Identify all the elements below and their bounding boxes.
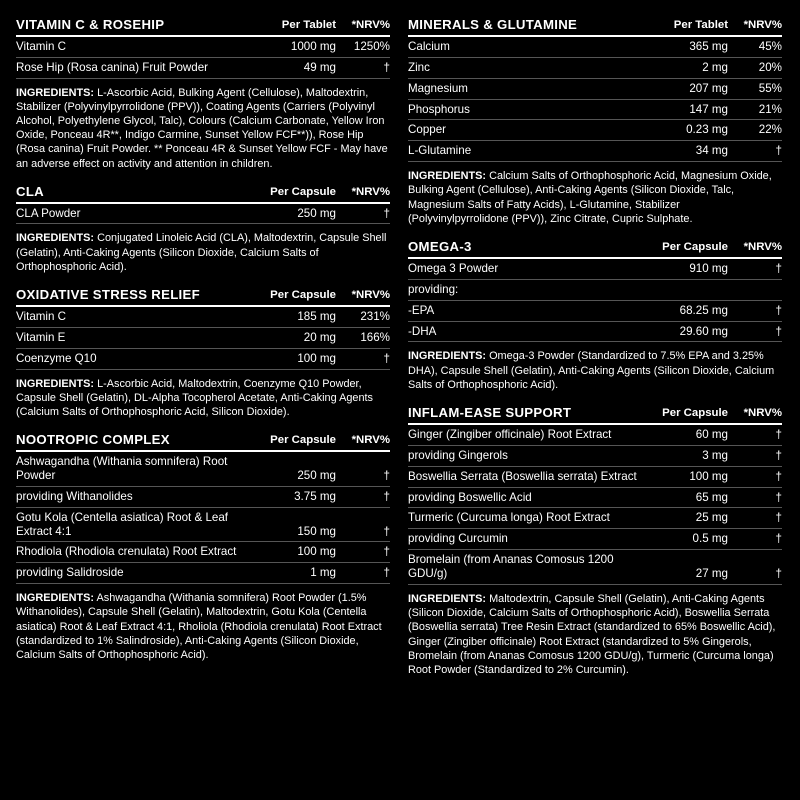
row-name: Zinc <box>408 57 652 78</box>
table-row <box>408 141 782 162</box>
row-name: -DHA <box>408 321 652 342</box>
table-row <box>408 37 782 57</box>
column-header-nrv: *NRV% <box>351 18 390 31</box>
ingredients-label: INGREDIENTS: <box>16 232 95 245</box>
row-amount: 68.25 mg <box>652 300 728 321</box>
ingredients-body: Ashwagandha (Withania somnifera) Root Powder (1.5% Withanolides), Capsule Shell (Gelatin), Maltodextrin, Gotu Kola (Centella asiatica) Root & Leaf Extract 4:1, Rholiola (Rhodiola crenulata) Root Extract (standardized to 1% Salindroside), Anti-Caking Agents (Silicon Dioxide, Calcium Salts of Orthophosphoric Acid). <box>16 592 382 661</box>
row-name: Coenzyme Q10 <box>16 348 260 369</box>
row-name: Gotu Kola (Centella asiatica) Root & Leaf Extract 4:1 <box>16 507 260 542</box>
panel-title: MINERALS & GLUTAMINE <box>408 17 578 32</box>
row-amount: 3 mg <box>652 445 728 466</box>
row-name: Magnesium <box>408 78 652 99</box>
row-amount: 1 mg <box>260 563 336 584</box>
row-amount: 100 mg <box>260 348 336 369</box>
row-amount: 100 mg <box>260 542 336 563</box>
row-nrv: † <box>728 550 782 585</box>
row-amount: 65 mg <box>652 487 728 508</box>
column-header-amount: Per Tablet <box>281 18 336 31</box>
nutrition-panel <box>408 18 782 238</box>
ingredients-text <box>16 377 390 420</box>
row-nrv <box>728 279 782 300</box>
row-name: providing Curcumin <box>408 529 652 550</box>
table-row <box>16 307 390 327</box>
row-nrv: 21% <box>728 99 782 120</box>
row-name: L-Glutamine <box>408 141 652 162</box>
nutrition-panel <box>408 406 782 689</box>
table-row <box>408 99 782 120</box>
row-amount: 100 mg <box>652 466 728 487</box>
row-amount: 0.23 mg <box>652 120 728 141</box>
row-amount: 1000 mg <box>260 37 336 57</box>
row-name: Omega 3 Powder <box>408 259 652 279</box>
row-amount: 250 mg <box>260 452 336 486</box>
row-nrv: 166% <box>336 327 390 348</box>
ingredients-label: INGREDIENTS: <box>16 86 95 99</box>
table-row <box>16 204 390 224</box>
row-amount: 60 mg <box>652 425 728 445</box>
row-name: Rose Hip (Rosa canina) Fruit Powder <box>16 57 260 78</box>
row-nrv: † <box>728 487 782 508</box>
row-nrv: † <box>336 563 390 584</box>
table-row <box>408 508 782 529</box>
row-amount: 365 mg <box>652 37 728 57</box>
row-name: Ashwagandha (Withania somnifera) Root Powder <box>16 452 260 486</box>
row-amount: 27 mg <box>652 550 728 585</box>
panel-title: OXIDATIVE STRESS RELIEF <box>16 286 200 302</box>
table-row <box>408 57 782 78</box>
table-row <box>408 321 782 342</box>
row-nrv: † <box>336 507 390 542</box>
row-name: providing Salidroside <box>16 563 260 584</box>
row-name: providing Withanolides <box>16 486 260 507</box>
column-header-amount: Per Capsule <box>662 406 728 419</box>
row-nrv: † <box>728 321 782 342</box>
panel-title: OMEGA-3 <box>408 238 472 254</box>
row-nrv: 1250% <box>336 37 390 57</box>
row-amount: 25 mg <box>652 508 728 529</box>
ingredients-text <box>16 591 390 662</box>
row-amount: 150 mg <box>260 507 336 542</box>
row-name: Phosphorus <box>408 99 652 120</box>
row-name: Rhodiola (Rhodiola crenulata) Root Extract <box>16 542 260 563</box>
ingredients-text <box>408 169 782 226</box>
column-header-amount: Per Capsule <box>270 288 336 301</box>
table-row <box>408 279 782 300</box>
row-nrv: † <box>336 57 390 78</box>
panel-header <box>408 18 782 37</box>
table-row <box>408 78 782 99</box>
row-name: Vitamin C <box>16 307 260 327</box>
left-column <box>16 18 390 790</box>
ingredients-body: Calcium Salts of Orthophosphoric Acid, Magnesium Oxide, Bulking Agent (Cellulose), Anti-Caking Agents (Silicon Dioxide, Talc, Magnesium Salts of Fatty Acids), L-Glutamine, Stabilizer (Polyvinylpyrrolidone (PPV)), Zinc Citrate, Cupric Sulphate. <box>408 170 772 225</box>
panel-header <box>16 18 390 37</box>
ingredients-body: Conjugated Linoleic Acid (CLA), Maltodextrin, Capsule Shell (Gelatin), Anti-Caking Agents (Silicon Dioxide, Calcium Salts of Orthophosphoric Acid). <box>16 232 387 273</box>
panel-header <box>16 433 390 452</box>
nutrition-panel <box>408 240 782 404</box>
table-row <box>408 550 782 585</box>
row-nrv: † <box>728 508 782 529</box>
panel-header <box>16 288 390 307</box>
column-header-amount: Per Capsule <box>662 240 728 253</box>
ingredient-table <box>16 37 390 79</box>
column-header-nrv: *NRV% <box>743 240 782 253</box>
nutrition-panel <box>16 185 390 286</box>
ingredients-label: INGREDIENTS: <box>16 377 95 390</box>
row-amount: 29.60 mg <box>652 321 728 342</box>
row-name: -EPA <box>408 300 652 321</box>
row-amount: 2 mg <box>652 57 728 78</box>
ingredient-table <box>408 259 782 343</box>
ingredient-table <box>408 37 782 162</box>
table-row <box>16 486 390 507</box>
row-nrv: † <box>728 425 782 445</box>
row-name: Bromelain (from Ananas Comosus 1200 GDU/g) <box>408 550 652 585</box>
ingredients-body: Omega-3 Powder (Standardized to 7.5% EPA and 3.25% DHA), Capsule Shell (Gelatin), Anti-Caking Agents (Silicon Dioxide, Calcium Salts of Orthophosphoric Acid). <box>408 350 775 391</box>
row-name: Turmeric (Curcuma longa) Root Extract <box>408 508 652 529</box>
table-row <box>16 563 390 584</box>
row-amount: 3.75 mg <box>260 486 336 507</box>
row-nrv: † <box>336 204 390 224</box>
row-nrv: 231% <box>336 307 390 327</box>
row-amount: 185 mg <box>260 307 336 327</box>
row-name: Vitamin C <box>16 37 260 57</box>
table-row <box>16 57 390 78</box>
row-amount: 250 mg <box>260 204 336 224</box>
ingredients-body: Maltodextrin, Capsule Shell (Gelatin), Anti-Caking Agents (Silicon Dioxide, Calcium Salts of Orthophosphoric Acid), Boswellia Serrata (Boswellia serrata) Tree Resin Extract (standardized to 65% Boswellic Acid), Ginger (Zingiber officinale) Root Extract (standardized to 5% Gingerols, Bromelain (from Ananas Comosus 1200 GDU/g), Turmeric (Curcuma longa) Root Powder (Standardized to 2% Curcumin). <box>408 593 776 676</box>
nutrition-panel <box>16 433 390 674</box>
row-name: Vitamin E <box>16 327 260 348</box>
row-nrv: 45% <box>728 37 782 57</box>
row-name: Ginger (Zingiber officinale) Root Extract <box>408 425 652 445</box>
row-name: Boswellia Serrata (Boswellia serrata) Extract <box>408 466 652 487</box>
row-nrv: † <box>728 529 782 550</box>
ingredients-body: L-Ascorbic Acid, Bulking Agent (Cellulose), Maltodextrin, Stabilizer (Polyvinylpyrrolidone (PPV)), Coating Agents (Carriers (Polyvinyl Alcohol, Polyethylene Glycol, Talc), Colours (Calcium Carbonate, Yellow Iron Oxide, Ponceau 4R**, Indigo Carmine, Sunset Yellow FCF**)), Rose Hip (Rosa canina) Fruit Powder. ** Ponceau 4R & Sunset Yellow FCF - May have an adverse effect on activity and attention in children. <box>16 86 388 170</box>
column-header-amount: Per Capsule <box>270 185 336 198</box>
row-nrv: † <box>728 259 782 279</box>
table-row <box>408 300 782 321</box>
nutrition-panel <box>16 18 390 183</box>
row-nrv: 22% <box>728 120 782 141</box>
ingredient-table <box>408 425 782 585</box>
panel-header <box>408 406 782 425</box>
row-name: CLA Powder <box>16 204 260 224</box>
ingredients-body: L-Ascorbic Acid, Maltodextrin, Coenzyme Q10 Powder, Capsule Shell (Gelatin), DL-Alpha Tocopherol Acetate, Anti-Caking Agents (Calcium Salts of Orthophosphoric Acid, Silicon Dioxide). <box>16 377 373 418</box>
row-nrv: † <box>728 445 782 466</box>
ingredients-label: INGREDIENTS: <box>408 593 487 606</box>
row-amount: 910 mg <box>652 259 728 279</box>
panel-header <box>16 185 390 204</box>
ingredient-table <box>16 307 390 370</box>
row-nrv: 55% <box>728 78 782 99</box>
panel-title: VITAMIN C & ROSEHIP <box>16 17 165 32</box>
row-name: providing Gingerols <box>408 445 652 466</box>
column-header-amount: Per Capsule <box>270 433 336 446</box>
panel-title: NOOTROPIC COMPLEX <box>16 432 170 448</box>
row-nrv: † <box>336 486 390 507</box>
nutrition-panel <box>16 288 390 431</box>
table-row <box>408 529 782 550</box>
table-row <box>408 466 782 487</box>
panel-title: CLA <box>16 183 45 199</box>
row-nrv: † <box>336 348 390 369</box>
row-name: providing Boswellic Acid <box>408 487 652 508</box>
row-amount: 207 mg <box>652 78 728 99</box>
table-row <box>408 487 782 508</box>
column-header-nrv: *NRV% <box>351 433 390 446</box>
row-nrv: † <box>728 300 782 321</box>
table-row <box>408 259 782 279</box>
ingredients-text <box>408 349 782 392</box>
table-row <box>16 507 390 542</box>
row-amount: 147 mg <box>652 99 728 120</box>
row-nrv: † <box>336 452 390 486</box>
row-amount: 49 mg <box>260 57 336 78</box>
table-row <box>16 37 390 57</box>
ingredient-table <box>16 452 390 584</box>
table-row <box>16 542 390 563</box>
table-row <box>408 425 782 445</box>
table-row <box>408 120 782 141</box>
row-name: Copper <box>408 120 652 141</box>
ingredients-text <box>408 592 782 677</box>
row-nrv: 20% <box>728 57 782 78</box>
column-header-amount: Per Tablet <box>673 18 728 31</box>
column-header-nrv: *NRV% <box>351 185 390 198</box>
row-nrv: † <box>728 141 782 162</box>
panel-title: INFLAM-EASE SUPPORT <box>408 404 572 420</box>
column-header-nrv: *NRV% <box>743 18 782 31</box>
panel-header <box>408 240 782 259</box>
row-amount <box>652 279 728 300</box>
column-header-nrv: *NRV% <box>743 406 782 419</box>
row-amount: 20 mg <box>260 327 336 348</box>
right-column <box>408 18 782 790</box>
ingredients-label: INGREDIENTS: <box>16 592 95 605</box>
column-header-nrv: *NRV% <box>351 288 390 301</box>
row-nrv: † <box>728 466 782 487</box>
table-row <box>16 348 390 369</box>
ingredient-table <box>16 204 390 225</box>
table-row <box>16 452 390 486</box>
row-name: Calcium <box>408 37 652 57</box>
ingredients-label: INGREDIENTS: <box>408 350 487 363</box>
row-name: providing: <box>408 279 652 300</box>
row-nrv: † <box>336 542 390 563</box>
table-row <box>16 327 390 348</box>
table-row <box>408 445 782 466</box>
row-amount: 34 mg <box>652 141 728 162</box>
row-amount: 0.5 mg <box>652 529 728 550</box>
ingredients-text <box>16 86 390 171</box>
ingredients-text <box>16 231 390 274</box>
ingredients-label: INGREDIENTS: <box>408 170 487 183</box>
